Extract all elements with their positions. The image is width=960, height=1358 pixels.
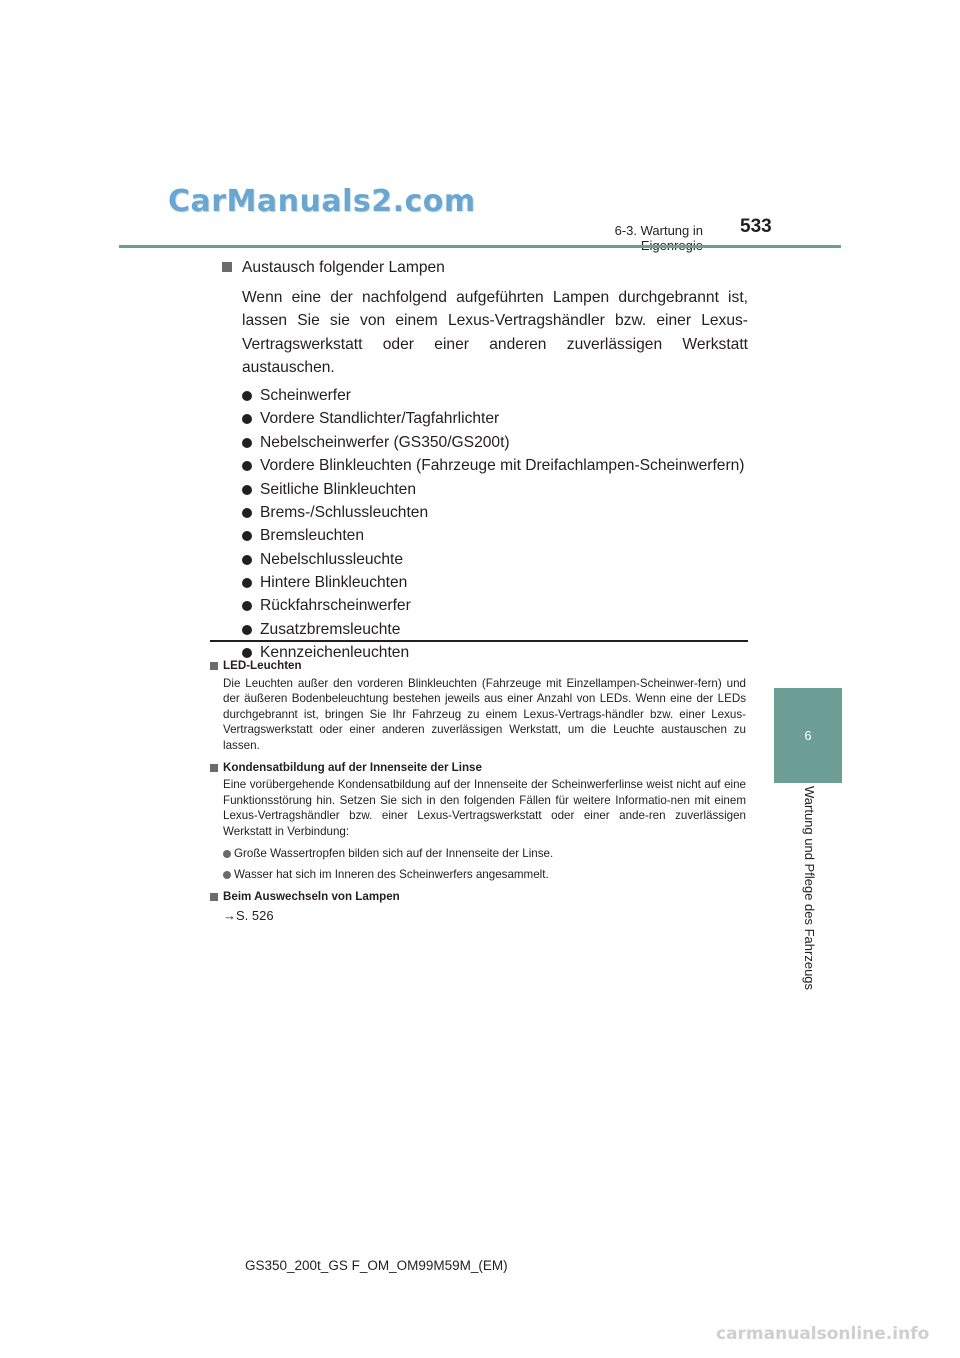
watermark-carmanuals2: CarManuals2.com <box>168 184 476 219</box>
list-item-text: Scheinwerfer <box>260 386 352 404</box>
list-item-text: Zusatzbremsleuchte <box>260 620 401 638</box>
list-item-text: Rückfahrscheinwerfer <box>260 597 411 615</box>
note-heading-text: LED-Leuchten <box>223 659 302 672</box>
page-reference-link[interactable]: →S. 526 <box>223 908 274 924</box>
bullet-dot-icon <box>242 508 252 518</box>
note-heading-led <box>210 658 746 674</box>
list-item <box>242 407 748 430</box>
list-item <box>242 478 748 501</box>
bullet-dot-icon <box>242 461 252 471</box>
list-item-text: Vordere Blinkleuchten (Fahrzeuge mit Dreifachlampen-Scheinwerfern) <box>260 457 745 475</box>
bullet-dot-icon <box>242 601 252 611</box>
square-bullet-icon <box>210 893 218 901</box>
square-bullet-icon <box>222 262 232 272</box>
notes-divider <box>210 640 748 642</box>
note-heading-text: Kondensatbildung auf der Innenseite der Linse <box>223 760 482 774</box>
list-item <box>242 524 748 547</box>
main-paragraph: Wenn eine der nachfolgend aufgeführten Lampen durchgebrannt ist, lassen Sie sie von einem Lexus-Vertragshändler bzw. einer Lexus-Vertragswerkstatt oder einer anderen zuverlässigen Werkstatt austauschen. <box>242 288 748 377</box>
lamp-list <box>242 384 748 665</box>
list-item <box>242 431 748 454</box>
bullet-dot-icon <box>242 555 252 565</box>
list-item-text: Vordere Standlichter/Tagfahrlichter <box>260 410 500 428</box>
bullet-dot-icon <box>242 438 252 448</box>
note-bullet-text: Wasser hat sich im Inneren des Scheinwerfers angesammelt. <box>234 868 549 882</box>
document-code: GS350_200t_GS F_OM_OM99M59M_(EM) <box>245 1258 508 1273</box>
note-text-condensation: Eine vorübergehende Kondensatbildung auf der Innenseite der Scheinwerferlinse weist nicht auf eine Funktionsstörung hin. Setzen Sie sich in den folgenden Fällen für weitere Informatio-nen mit einem Lexus-Vertragshändler bzw. einer Lexus-Vertragswerkstatt oder einer ande-ren zuverlässigen Werkstatt in Verbindung: <box>223 778 746 838</box>
note-heading-replacing <box>210 889 746 905</box>
note-bullet-text: Große Wassertropfen bilden sich auf der Innenseite der Linse. <box>234 846 554 860</box>
bullet-dot-icon <box>242 391 252 401</box>
note-bullet <box>223 867 746 883</box>
list-item <box>242 384 748 407</box>
bullet-dot-icon <box>223 850 231 858</box>
list-item <box>242 594 748 617</box>
note-text-led: Die Leuchten außer den vorderen Blinkleuchten (Fahrzeuge mit Einzellampen-Scheinwer-fern) und der äußeren Bodenbeleuchtung bestehen jeweils aus einer Anzahl von LEDs. Wenn eine der LEDs durchgebrannt ist, bringen Sie Ihr Fahrzeug zu einem Lexus-Vertrags-händler bzw. einer Lexus-Vertragswerkstatt oder einer anderen zuverlässigen Werkstatt, um die Leuchte austauschen zu lassen. <box>223 676 746 752</box>
list-item <box>242 618 748 641</box>
main-heading <box>222 256 748 280</box>
main-content <box>222 256 748 665</box>
section-title: 6-3. Wartung in <box>614 223 703 238</box>
chapter-number: 6 <box>804 728 812 743</box>
list-item-text: Bremsleuchten <box>260 527 365 545</box>
list-item <box>242 571 748 594</box>
list-item-text: Brems-/Schlussleuchten <box>260 503 429 521</box>
list-item <box>242 454 748 477</box>
notes-section <box>210 652 746 924</box>
note-bullet <box>223 846 746 862</box>
list-item-text: Seitliche Blinkleuchten <box>260 480 417 498</box>
watermark-carmanualsonline: carmanualsonline.info <box>716 1324 930 1344</box>
list-item-text: Nebelschlussleuchte <box>260 550 404 568</box>
bullet-dot-icon <box>242 531 252 541</box>
note-heading-text: Beim Auswechseln von Lampen <box>223 889 400 903</box>
list-item <box>242 501 748 524</box>
note-heading-condensation <box>210 760 746 776</box>
bullet-dot-icon <box>242 485 252 495</box>
bullet-dot-icon <box>242 414 252 424</box>
list-item-text: Kennzeichenleuchten <box>260 644 410 662</box>
square-bullet-icon <box>210 764 218 772</box>
chapter-tab <box>774 688 842 783</box>
bullet-dot-icon <box>223 871 231 879</box>
page-number: 533 <box>740 216 772 237</box>
list-item-text: Hintere Blinkleuchten <box>260 574 408 592</box>
square-bullet-icon <box>210 662 218 670</box>
main-heading-text: Austausch folgender Lampen <box>242 259 445 276</box>
header-rule <box>119 245 841 248</box>
bullet-dot-icon <box>242 625 252 635</box>
list-item-text: Nebelscheinwerfer (GS350/GS200t) <box>260 433 510 451</box>
bullet-dot-icon <box>242 578 252 588</box>
chapter-title-vertical: Wartung und Pflege des Fahrzeugs <box>802 786 817 991</box>
list-item <box>242 548 748 571</box>
